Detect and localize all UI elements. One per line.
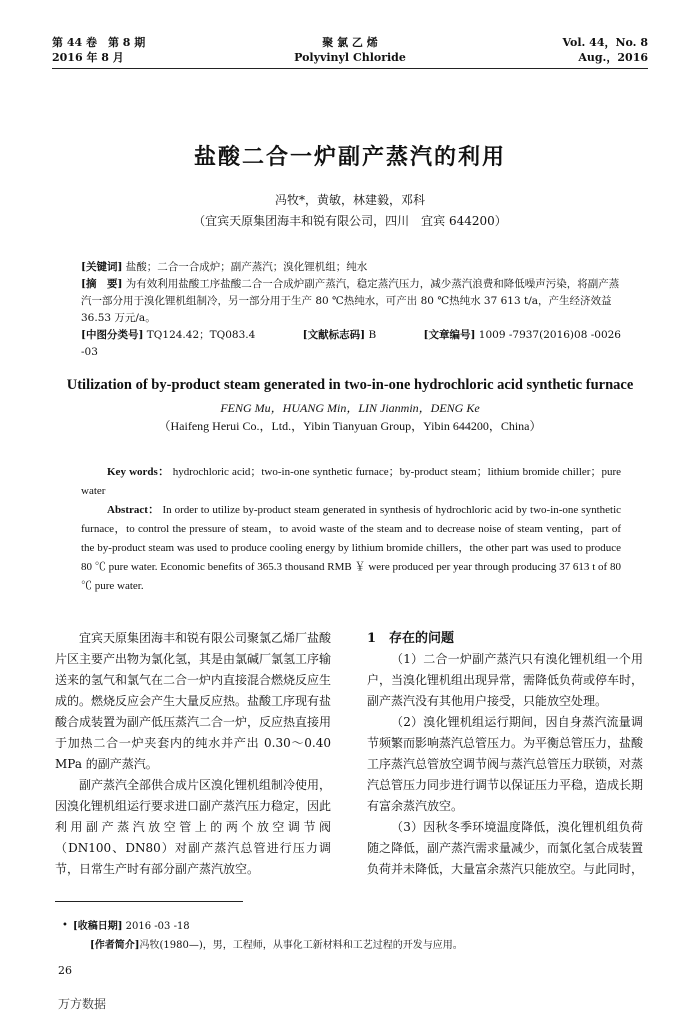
- abstract-cn: [81, 276, 621, 327]
- received-value: 2016 -03 -18: [125, 921, 190, 932]
- abstract-cn-text: 为有效利用盐酸工序盐酸二合一合成炉副产蒸汽，稳定蒸汽压力，减少蒸汽浪费和降低噪声污染，将副产蒸汽一部分用于溴化锂机组制冷，另一部分用于生产 80 ℃热纯水，可产出 80 ℃热纯水 37 613 t/a，产生经济效益 36.53 万元/a。: [81, 278, 620, 324]
- doc-code: [303, 329, 399, 341]
- journal-name-en: Polyvinyl Chloride: [294, 51, 406, 64]
- footnote-bullet: •: [62, 920, 68, 931]
- keywords-en-text: hydrochloric acid；two-in-one synthetic furnace；by-product steam；lithium bromide chiller；pure water: [81, 466, 622, 497]
- footnote-rule: [55, 901, 243, 902]
- keywords-cn-text: 盐酸；二合一合成炉；副产蒸汽；溴化锂机组；纯水: [125, 261, 368, 273]
- article-label: [文章编号]: [423, 329, 476, 341]
- authors-cn: 冯牧*，黄敏，林建毅，邓科: [274, 193, 425, 207]
- keywords-en: [81, 463, 621, 501]
- journal-vol-no-en: Vol. 44，No. 8: [562, 36, 648, 49]
- author-bio-value: 冯牧(1980—)，男，工程师，从事化工新材料和工艺过程的开发与应用。: [139, 940, 463, 951]
- body-paragraph: （3）因秋冬季环境温度降低，溴化锂机组负荷随之降低，副产蒸汽需求量减少，而氯化氢合成装置负荷并未降低，大量富余蒸汽只能放空。与此同时，: [367, 820, 644, 876]
- abstract-en-text: In order to utilize by-product steam generated in synthesis of hydrochloric acid by two-in-one synthetic furnace，to control the pressure of steam，to avoid waste of the steam and to decrease noise of steam venting，part of the by-product steam was used to produce cooling energy by lithium bromide chillers，the other part was used to produce 80 ℃ pure water. Economic benefits of 365.3 thousand RMB ￥ were produced per year through producing 37 613 t of 80 ℃ pure water.: [81, 504, 622, 592]
- authors-en: FENG Mu，HUANG Min，LIN Jianmin，DENG Ke: [220, 401, 480, 415]
- keywords-cn-label: [关键词]: [81, 261, 123, 273]
- journal-date-en: Aug.，2016: [578, 51, 648, 64]
- clc-code: [81, 329, 277, 341]
- author-bio-label: [作者简介]: [90, 940, 140, 951]
- received-label: [收稿日期]: [73, 921, 123, 932]
- header-rule: [52, 68, 648, 69]
- keywords-cn: [81, 259, 621, 276]
- body-column-left: [55, 628, 331, 880]
- body-column-right: [367, 628, 643, 880]
- footnote-author-bio: [90, 939, 463, 953]
- section-heading: 1 存在的问题: [367, 631, 455, 646]
- doc-label: [文献标志码]: [302, 329, 366, 341]
- doc-value: B: [368, 329, 377, 341]
- affiliation-en: （Haifeng Herui Co.，Ltd.，Yibin Tianyuan Group，Yibin 644200，China）: [158, 419, 542, 433]
- body-paragraph: （2）溴化锂机组运行期间，因自身蒸汽流量调节频繁而影响蒸汽总管压力。为平衡总管压力，盐酸工序蒸汽总管放空调节阀与蒸汽总管压力联锁，对蒸汽总管压力同步进行调节以保证压力平稳，造成长期有富余蒸汽放空。: [367, 715, 644, 813]
- journal-date: 2016 年 8 月: [52, 51, 124, 64]
- abstract-en-label: Abstract：: [107, 504, 160, 516]
- abstract-en: [81, 501, 621, 596]
- body-paragraph: 宜宾天原集团海丰和锐有限公司聚氯乙烯厂盐酸片区主要产出物为氯化氢，其是由氯碱厂氯氢工序输送来的氢气和氯气在二合一炉内直接混合燃烧反应生成的。燃烧反应会产生大量反应热。盐酸工序现有盐酸合成装置为副产低压蒸汽二合一炉，反应热直接用于加热二合一炉夹套内的纯水并产出 0.30～0.40 MPa 的副产蒸汽。: [55, 631, 332, 771]
- paper-title-en: Utilization of by-product steam generated in two-in-one hydrochloric acid synthetic furnace: [66, 377, 634, 393]
- paper-title-cn: 盐酸二合一炉副产蒸汽的利用: [193, 144, 506, 170]
- body-paragraph: 副产蒸汽全部供合成片区溴化锂机组制冷使用，因溴化锂机组运行要求进口副产蒸汽压力稳定，因此利用副产蒸汽放空管上的两个放空调节阀（DN100、DN80）对副产蒸汽总管进行压力调节，日常生产时有部分副产蒸汽放空。: [55, 778, 332, 876]
- page-number: 26: [58, 964, 72, 977]
- article-value: 1009 -7937(2016)08 -0026 -03: [81, 329, 621, 358]
- body-paragraph: （1）二合一炉副产蒸汽只有溴化锂机组一个用户，当溴化锂机组出现异常，需降低负荷或停车时，副产蒸汽没有其他用户接受，只能放空处理。: [367, 652, 644, 708]
- journal-volume-issue: 第 44 卷 第 8 期: [52, 36, 146, 49]
- journal-name-cn: 聚 氯 乙 烯: [322, 36, 378, 49]
- affiliation-cn: （宜宾天原集团海丰和锐有限公司，四川 宜宾 644200）: [193, 214, 507, 228]
- keywords-en-label: Key words：: [107, 466, 170, 478]
- clc-label: [中图分类号]: [81, 329, 144, 341]
- watermark: 万方数据: [58, 997, 107, 1011]
- classification-line: [81, 327, 621, 361]
- clc-value: TQ124.42；TQ083.4: [146, 329, 256, 341]
- footnote-received: [73, 920, 190, 934]
- abstract-cn-label: [摘 要]: [81, 278, 123, 290]
